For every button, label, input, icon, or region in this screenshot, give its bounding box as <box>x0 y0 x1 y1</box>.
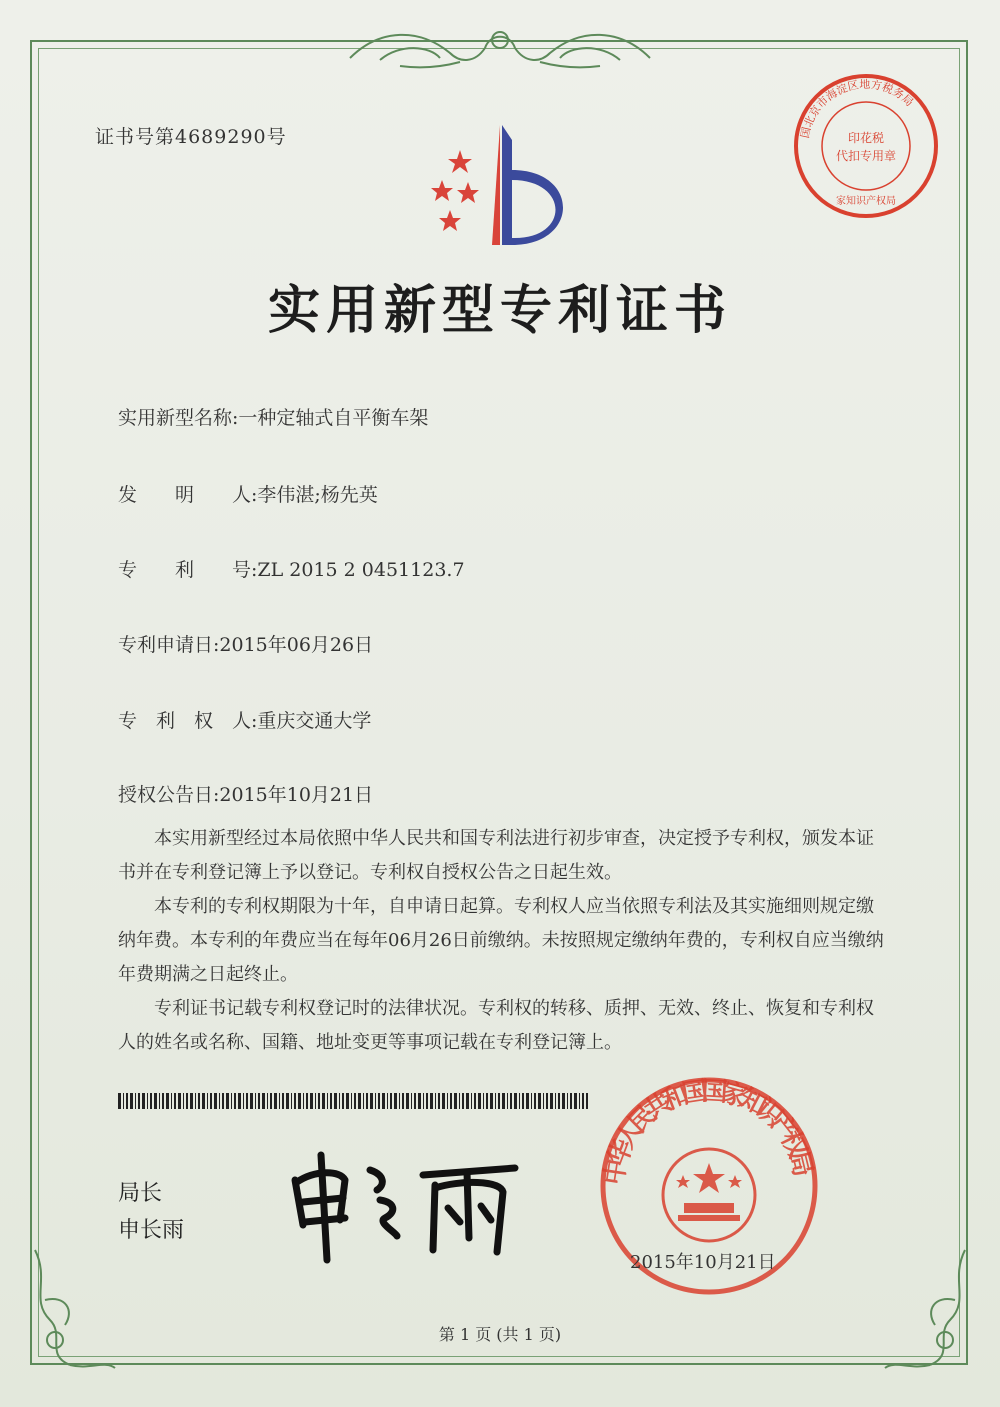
barcode-bar <box>375 1093 376 1109</box>
certificate-title: 实用新型专利证书 <box>267 281 732 341</box>
barcode-bar <box>495 1093 496 1109</box>
barcode-bar <box>526 1093 529 1109</box>
body-paragraph-2: 本专利的专利权期限为十年，自申请日起算。专利权人应当依照专利法及其实施细则规定缴纳年费。本专利的年费应当在每年06月26日前缴纳。未按照规定缴纳年费的，专利权自应当缴纳年费期满之日起终止。 <box>118 896 884 985</box>
barcode-bar <box>318 1093 320 1109</box>
barcode-bar <box>231 1093 232 1109</box>
barcode-bar <box>306 1093 308 1109</box>
director-name: 申长雨 <box>118 1218 185 1243</box>
barcode-bar <box>190 1093 193 1109</box>
barcode-bar <box>322 1093 325 1109</box>
barcode-bar <box>298 1093 301 1109</box>
big-seal-ring-text: 中华人民共和国国家知识产权局 <box>599 1076 818 1188</box>
barcode-bar <box>522 1093 524 1109</box>
barcode-bar <box>346 1093 349 1109</box>
barcode-bar <box>183 1093 184 1109</box>
barcode-bar <box>147 1093 148 1109</box>
barcode-bar <box>543 1093 544 1109</box>
director-title: 局长 <box>118 1181 163 1206</box>
barcode <box>118 1093 588 1109</box>
barcode-bar <box>178 1093 181 1109</box>
barcode-bar <box>202 1093 205 1109</box>
patent-office-emblem-icon <box>420 120 580 250</box>
barcode-bar <box>162 1093 164 1109</box>
field-label: 专 利 号: <box>118 559 258 581</box>
barcode-bar <box>198 1093 200 1109</box>
barcode-bar <box>310 1093 313 1109</box>
barcode-bar <box>294 1093 296 1109</box>
seal-date: 2015年10月21日 <box>630 1252 776 1273</box>
barcode-bar <box>555 1093 556 1109</box>
field-patent-number <box>118 555 465 582</box>
barcode-bar <box>279 1093 280 1109</box>
field-label: 专利申请日: <box>118 634 220 656</box>
barcode-bar <box>243 1093 244 1109</box>
barcode-bar <box>423 1093 424 1109</box>
barcode-bar <box>267 1093 268 1109</box>
barcode-bar <box>483 1093 484 1109</box>
barcode-bar <box>126 1093 128 1109</box>
field-value: 李伟湛;杨先英 <box>257 484 378 506</box>
barcode-bar <box>558 1093 560 1109</box>
field-inventors <box>118 480 378 507</box>
barcode-bar <box>378 1093 380 1109</box>
certificate-number: 证书号第4689290号 <box>95 126 287 148</box>
field-value: 2015年06月26日 <box>219 634 374 656</box>
stamp-tax-seal <box>790 70 942 222</box>
barcode-bar <box>502 1093 505 1109</box>
barcode-bar <box>138 1093 140 1109</box>
barcode-bar <box>514 1093 517 1109</box>
top-ornament <box>340 18 660 76</box>
barcode-bar <box>195 1093 196 1109</box>
barcode-bar <box>171 1093 172 1109</box>
barcode-bar <box>394 1093 397 1109</box>
barcode-bar <box>246 1093 248 1109</box>
barcode-bar <box>166 1093 169 1109</box>
barcode-bar <box>174 1093 176 1109</box>
small-seal-bottom-text: 家知识产权局 <box>836 196 896 207</box>
barcode-bar <box>450 1093 452 1109</box>
body-paragraph-1: 本实用新型经过本局依照中华人民共和国专利法进行初步审查，决定授予专利权，颁发本证书并在专利登记簿上予以登记。专利权自授权公告之日起生效。 <box>118 828 874 883</box>
barcode-bar <box>342 1093 344 1109</box>
barcode-bar <box>586 1093 588 1109</box>
barcode-bar <box>550 1093 553 1109</box>
barcode-bar <box>486 1093 488 1109</box>
barcode-bar <box>462 1093 464 1109</box>
barcode-bar <box>498 1093 500 1109</box>
field-value: 一种定轴式自平衡车架 <box>238 407 429 429</box>
barcode-bar <box>222 1093 224 1109</box>
barcode-bar <box>546 1093 548 1109</box>
national-emblem-icon <box>663 1149 755 1241</box>
barcode-bar <box>382 1093 385 1109</box>
barcode-bar <box>186 1093 188 1109</box>
barcode-bar <box>471 1093 472 1109</box>
barcode-bar <box>411 1093 412 1109</box>
barcode-bar <box>123 1093 124 1109</box>
barcode-bar <box>118 1093 121 1109</box>
small-seal-inner-1: 印花税 <box>847 131 885 145</box>
barcode-bar <box>387 1093 388 1109</box>
barcode-bar <box>430 1093 433 1109</box>
field-value: 重庆交通大学 <box>257 710 372 732</box>
director-signature <box>285 1140 525 1270</box>
field-value: ZL 2015 2 0451123.7 <box>257 559 465 581</box>
corner-ornament-bottom-right <box>870 1240 980 1380</box>
barcode-bar <box>570 1093 572 1109</box>
barcode-bar <box>354 1093 356 1109</box>
barcode-bar <box>363 1093 364 1109</box>
barcode-bar <box>390 1093 392 1109</box>
barcode-bar <box>210 1093 212 1109</box>
barcode-bar <box>454 1093 457 1109</box>
field-value: 2015年10月21日 <box>219 784 374 806</box>
barcode-bar <box>399 1093 400 1109</box>
barcode-bar <box>435 1093 436 1109</box>
barcode-bar <box>270 1093 272 1109</box>
barcode-bar <box>130 1093 133 1109</box>
field-label: 专 利 权 人: <box>118 710 258 732</box>
barcode-bar <box>274 1093 277 1109</box>
barcode-bar <box>250 1093 253 1109</box>
barcode-bar <box>402 1093 404 1109</box>
barcode-bar <box>234 1093 236 1109</box>
barcode-bar <box>538 1093 541 1109</box>
barcode-bar <box>466 1093 469 1109</box>
barcode-bar <box>534 1093 536 1109</box>
barcode-bar <box>291 1093 292 1109</box>
barcode-bar <box>315 1093 316 1109</box>
barcode-bar <box>582 1093 584 1109</box>
barcode-bar <box>562 1093 565 1109</box>
certificate-body <box>118 822 888 1060</box>
barcode-bar <box>154 1093 157 1109</box>
barcode-bar <box>418 1093 421 1109</box>
barcode-bar <box>510 1093 512 1109</box>
barcode-bar <box>238 1093 241 1109</box>
barcode-bar <box>226 1093 229 1109</box>
field-grant-date <box>118 780 373 807</box>
barcode-bar <box>207 1093 208 1109</box>
field-label: 实用新型名称: <box>118 407 239 429</box>
barcode-bar <box>150 1093 152 1109</box>
corner-ornament-bottom-left <box>20 1240 130 1380</box>
barcode-bar <box>327 1093 328 1109</box>
field-application-date <box>118 630 373 657</box>
barcode-bar <box>370 1093 373 1109</box>
barcode-bar <box>351 1093 352 1109</box>
barcode-bar <box>459 1093 460 1109</box>
barcode-bar <box>258 1093 260 1109</box>
small-seal-inner-2: 代扣专用章 <box>835 149 897 163</box>
small-seal-ring-text: 国北京市海淀区地方税务局 <box>798 77 916 140</box>
barcode-bar <box>366 1093 368 1109</box>
barcode-bar <box>159 1093 160 1109</box>
barcode-bar <box>579 1093 580 1109</box>
barcode-bar <box>339 1093 340 1109</box>
barcode-bar <box>574 1093 577 1109</box>
page-footer: 第 1 页 (共 1 页) <box>438 1325 562 1344</box>
field-label: 发 明 人: <box>118 484 258 506</box>
barcode-bar <box>358 1093 361 1109</box>
barcode-bar <box>507 1093 508 1109</box>
barcode-bar <box>478 1093 481 1109</box>
barcode-bar <box>282 1093 284 1109</box>
field-utility-model-name <box>118 403 428 430</box>
barcode-bar <box>474 1093 476 1109</box>
barcode-bar <box>531 1093 532 1109</box>
barcode-bar <box>330 1093 332 1109</box>
body-paragraph-3: 专利证书记载专利权登记时的法律状况。专利权的转移、质押、无效、终止、恢复和专利权人的姓名或名称、国籍、地址变更等事项记载在专利登记簿上。 <box>118 998 874 1053</box>
barcode-bar <box>262 1093 265 1109</box>
field-patentee <box>118 706 371 733</box>
barcode-bar <box>567 1093 568 1109</box>
svg-text:国北京市海淀区地方税务局 <box>798 77 915 139</box>
barcode-bar <box>414 1093 416 1109</box>
barcode-bar <box>286 1093 289 1109</box>
barcode-bar <box>426 1093 428 1109</box>
field-label: 授权公告日: <box>118 784 220 806</box>
barcode-bar <box>406 1093 409 1109</box>
barcode-bar <box>135 1093 136 1109</box>
barcode-bar <box>438 1093 440 1109</box>
barcode-bar <box>142 1093 145 1109</box>
barcode-bar <box>447 1093 448 1109</box>
barcode-bar <box>334 1093 337 1109</box>
barcode-bar <box>255 1093 256 1109</box>
barcode-bar <box>214 1093 217 1109</box>
barcode-bar <box>303 1093 304 1109</box>
barcode-bar <box>519 1093 520 1109</box>
barcode-bar <box>442 1093 445 1109</box>
barcode-bar <box>219 1093 220 1109</box>
barcode-bar <box>490 1093 493 1109</box>
